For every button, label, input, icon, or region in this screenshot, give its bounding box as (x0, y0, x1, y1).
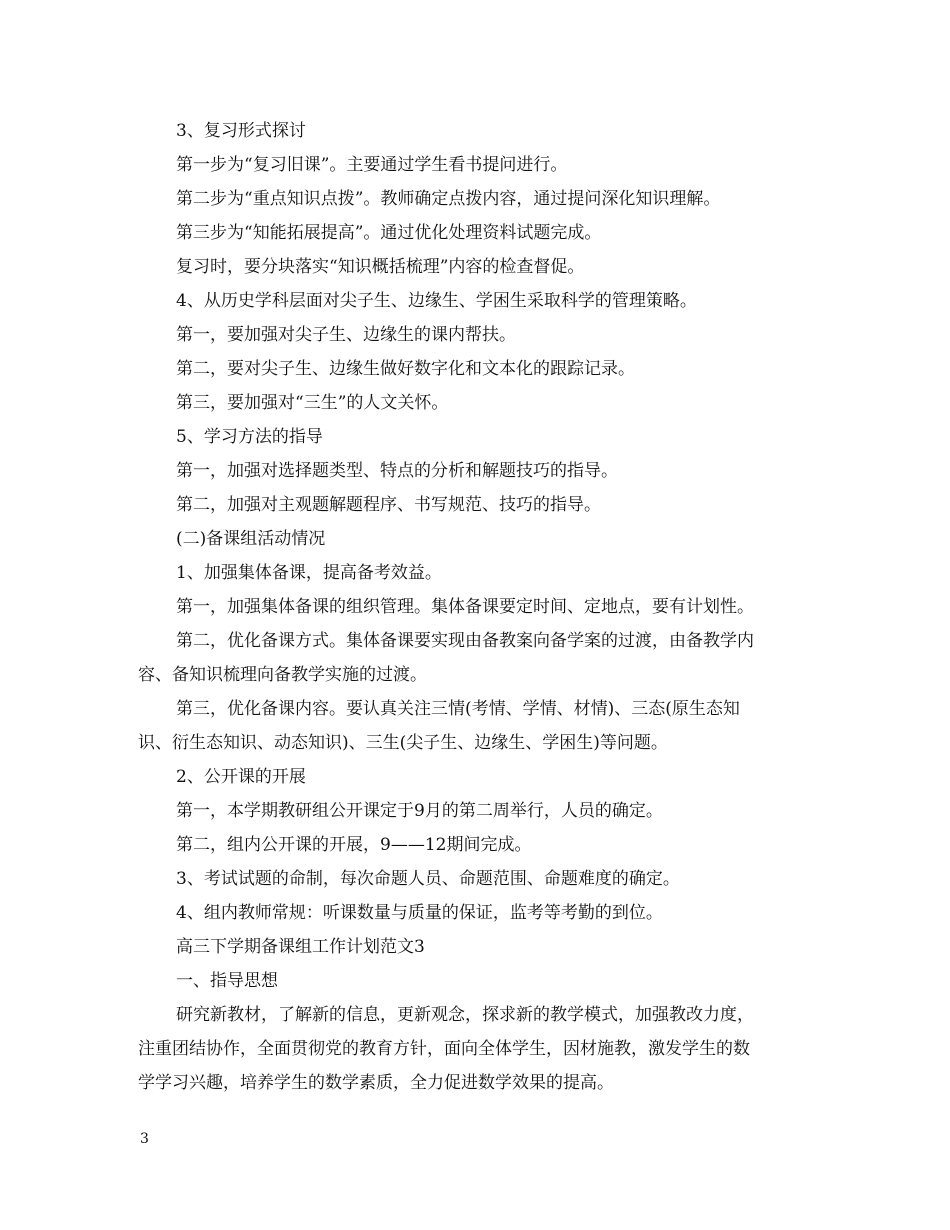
paragraph-line: 第三步为“知能拓展提高”。通过优化处理资料试题完成。 (176, 223, 602, 243)
paragraph (138, 998, 814, 1100)
paragraph (138, 522, 814, 556)
page-number: 3 (140, 1131, 149, 1147)
paragraph (138, 420, 814, 454)
paragraph (138, 624, 814, 692)
paragraph-line: 容、备知识梳理向备教学实施的过渡。 (138, 665, 427, 685)
paragraph-line: 第二步为“重点知识点拨”。教师确定点拨内容，通过提问深化知识理解。 (176, 189, 721, 209)
paragraph-line: 第三，优化备课内容。要认真关注三情(考情、学情、材情)、三态(原生态知 (176, 699, 740, 719)
paragraph-line: 复习时，要分块落实“知识概括梳理”内容的检查督促。 (176, 257, 585, 277)
paragraph-line: 4、从历史学科层面对尖子生、边缘生、学困生采取科学的管理策略。 (176, 291, 697, 311)
paragraph-line: 学学习兴趣，培养学生的数学素质，全力促进数学效果的提高。 (138, 1073, 614, 1093)
paragraph-line: 高三下学期备课组工作计划范文3 (176, 937, 425, 957)
paragraph (138, 964, 814, 998)
paragraph (138, 386, 814, 420)
paragraph-line: 第二，优化备课方式。集体备课要实现由备教案向备学案的过渡，由备教学内 (176, 631, 754, 651)
paragraph (138, 454, 814, 488)
paragraph-line: 第一步为“复习旧课”。主要通过学生看书提问进行。 (176, 155, 568, 175)
paragraph (138, 590, 814, 624)
paragraph-line: 5、学习方法的指导 (176, 427, 323, 447)
paragraph (138, 488, 814, 522)
paragraph-line: 4、组内教师常规：听课数量与质量的保证，监考等考勤的到位。 (176, 903, 663, 923)
paragraph (138, 250, 814, 284)
paragraph (138, 556, 814, 590)
paragraph-line: 第三，要加强对“三生”的人文关怀。 (176, 393, 449, 413)
paragraph-line: 3、复习形式探讨 (176, 121, 306, 141)
document-body (138, 114, 814, 1100)
paragraph (138, 794, 814, 828)
paragraph-line: 第一，本学期教研组公开课定于9月的第二周举行，人员的确定。 (176, 801, 663, 821)
paragraph (138, 692, 814, 760)
paragraph (138, 114, 814, 148)
paragraph-line: 1、加强集体备课，提高备考效益。 (176, 563, 442, 583)
paragraph (138, 352, 814, 386)
paragraph-line: 第一，加强对选择题类型、特点的分析和解题技巧的指导。 (176, 461, 618, 481)
paragraph (138, 760, 814, 794)
paragraph (138, 896, 814, 930)
paragraph (138, 318, 814, 352)
paragraph (138, 284, 814, 318)
paragraph-line: 第二，组内公开课的开展，9——12期间完成。 (176, 835, 532, 855)
paragraph-line: 识、衍生态知识、动态知识)、三生(尖子生、边缘生、学困生)等问题。 (138, 733, 668, 753)
paragraph-line: 2、公开课的开展 (176, 767, 306, 787)
paragraph (138, 930, 814, 964)
paragraph-line: 注重团结协作，全面贯彻党的教育方针，面向全体学生，因材施教，激发学生的数 (138, 1039, 750, 1059)
paragraph-line: 一、指导思想 (176, 971, 278, 991)
paragraph (138, 182, 814, 216)
paragraph-line: (二)备课组活动情况 (176, 529, 326, 549)
paragraph (138, 862, 814, 896)
paragraph-line: 第一，加强集体备课的组织管理。集体备课要定时间、定地点，要有计划性。 (176, 597, 754, 617)
paragraph (138, 216, 814, 250)
paragraph-line: 第二，加强对主观题解题程序、书写规范、技巧的指导。 (176, 495, 601, 515)
paragraph-line: 3、考试试题的命制，每次命题人员、命题范围、命题难度的确定。 (176, 869, 680, 889)
paragraph-line: 第一，要加强对尖子生、边缘生的课内帮扶。 (176, 325, 516, 345)
paragraph (138, 828, 814, 862)
paragraph-line: 第二，要对尖子生、边缘生做好数字化和文本化的跟踪记录。 (176, 359, 635, 379)
paragraph (138, 148, 814, 182)
paragraph-line: 研究新教材，了解新的信息，更新观念，探求新的教学模式，加强教改力度， (176, 1005, 754, 1025)
